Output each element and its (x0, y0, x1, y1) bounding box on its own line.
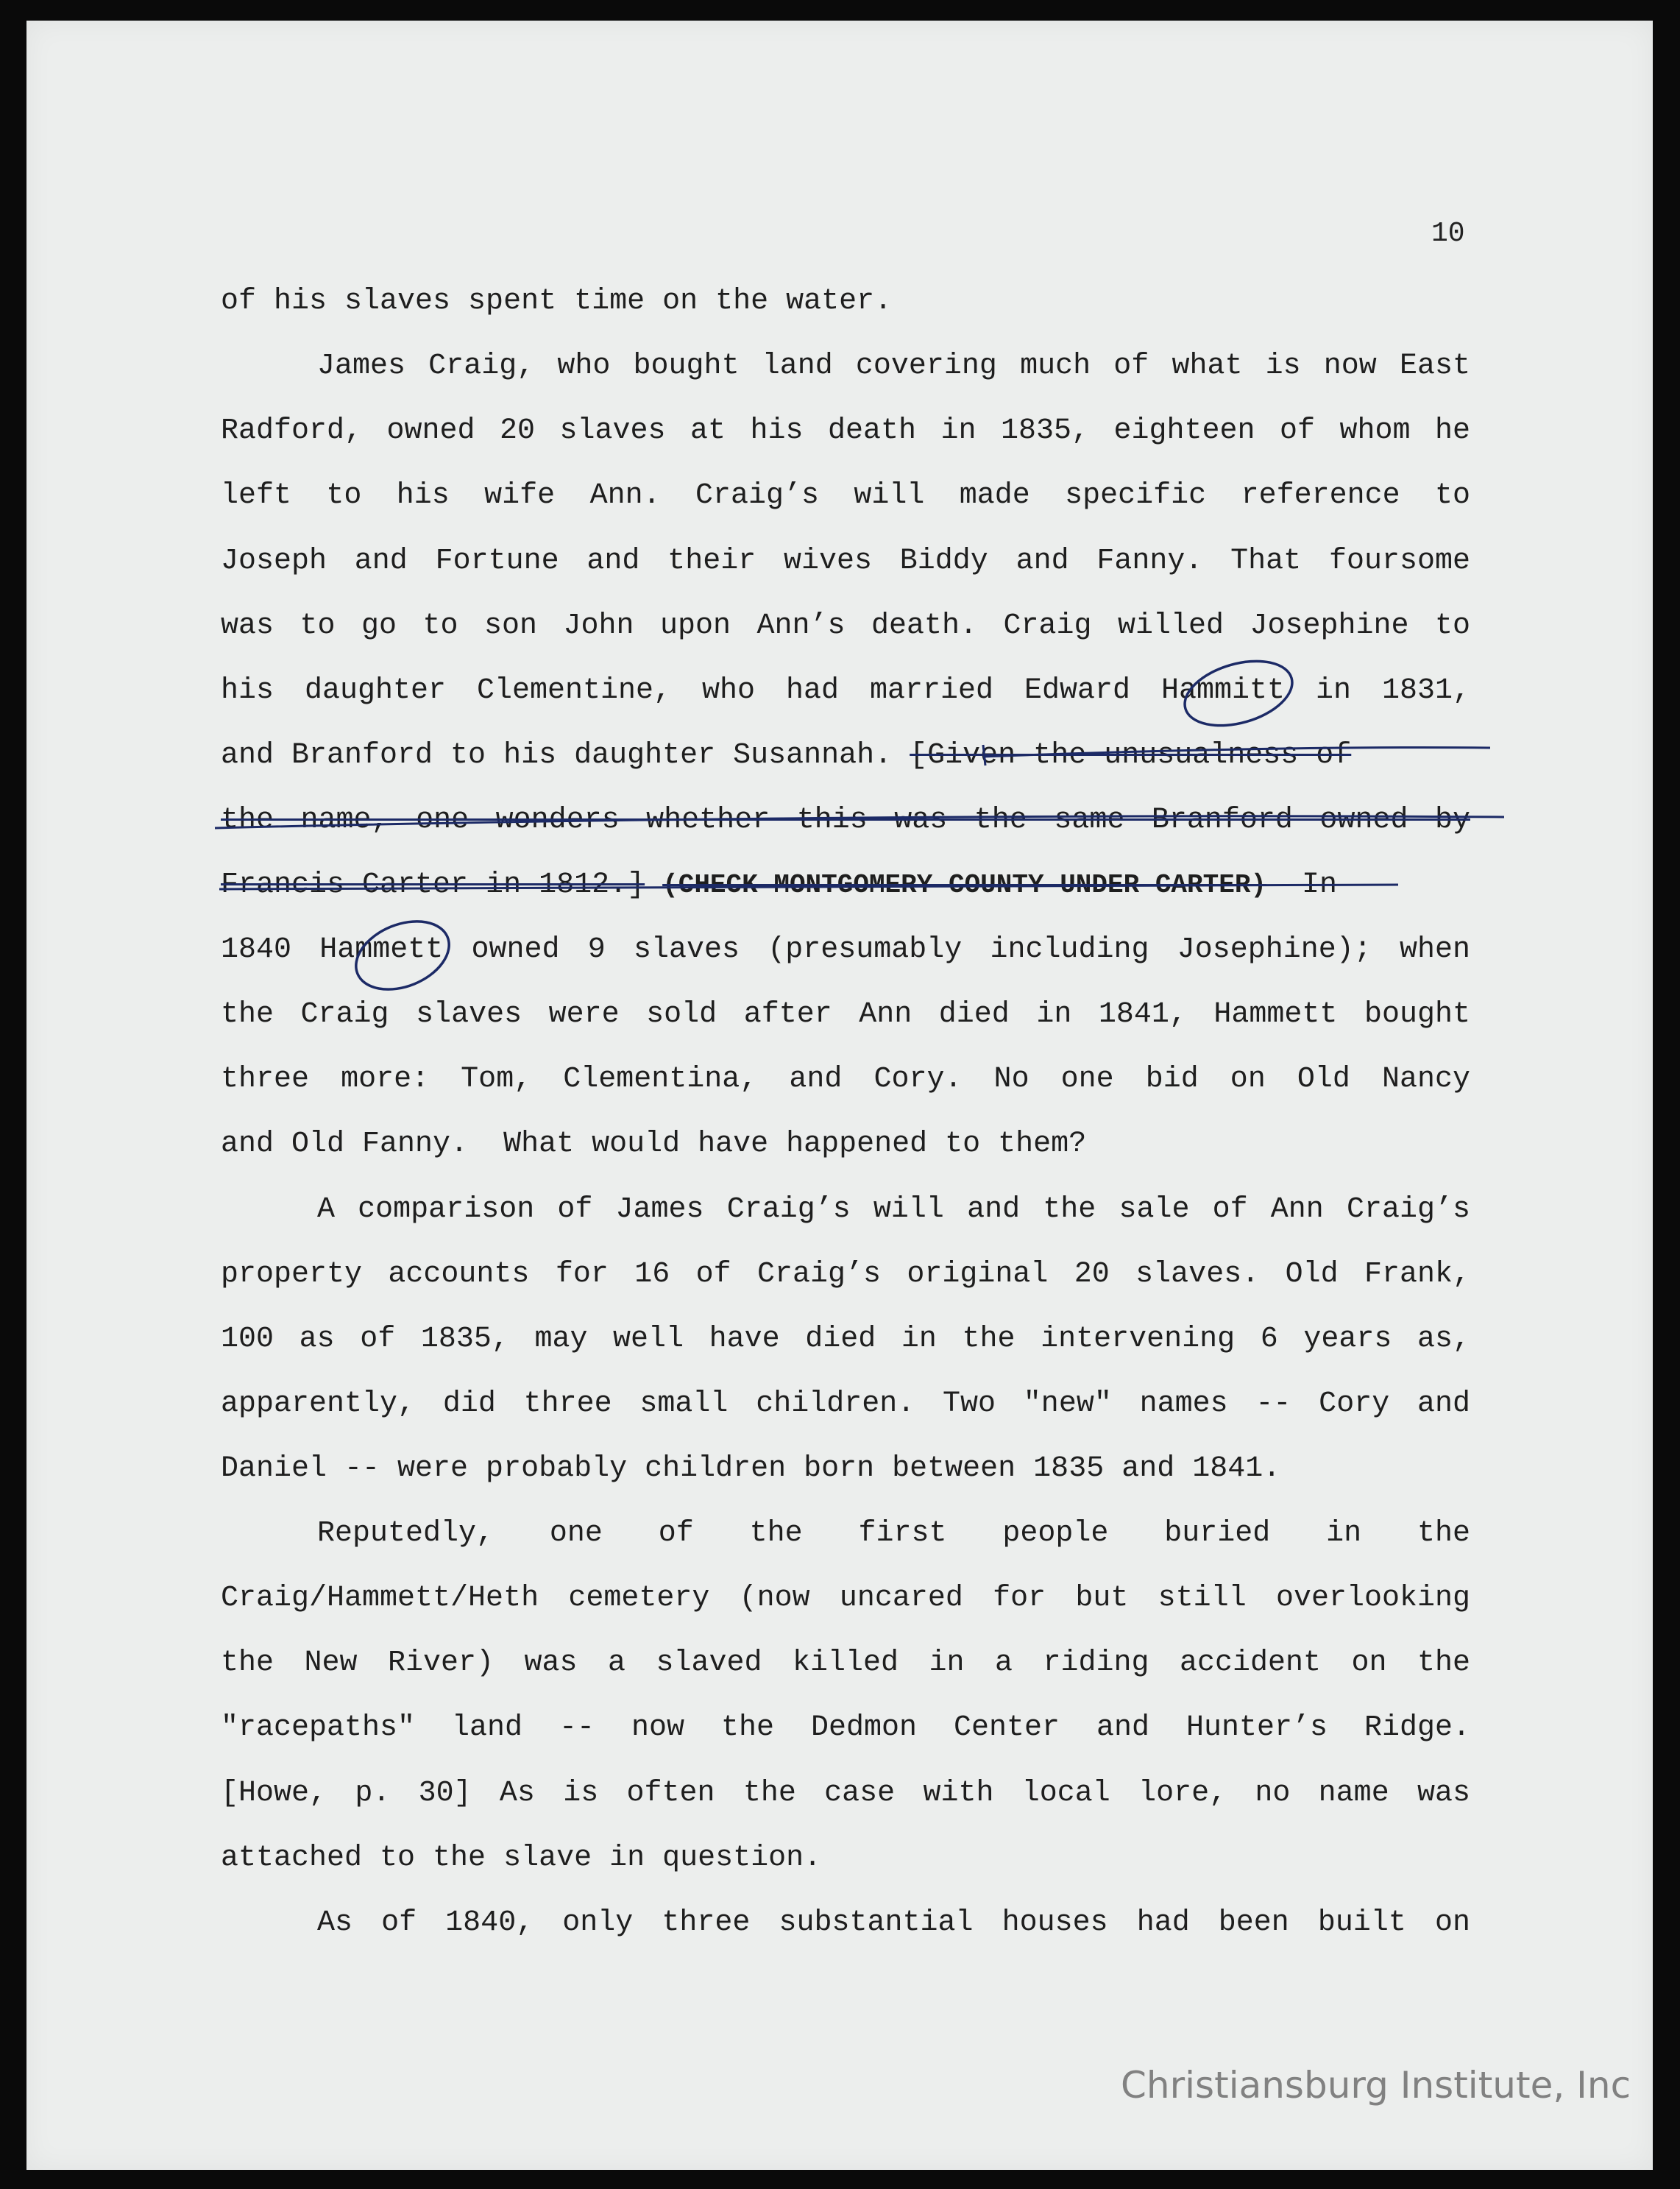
text-line: left to his wife Ann. Craig’s will made specific reference to (221, 479, 1470, 512)
page-number: 10 (1431, 218, 1465, 250)
text-line: and Branford to his daughter Susannah. [Given the unusualness of (221, 739, 1352, 772)
struck-note: (CHECK MONTGOMERY COUNTY UNDER CARTER) (662, 870, 1267, 900)
text-line: [Howe, p. 30] As is often the case with local lore, no name was (221, 1777, 1470, 1810)
text-line: Reputedly, one of the first people buried in the (317, 1517, 1470, 1550)
struck-text-line: the name, one wonders whether this was the same Branford owned by (221, 804, 1470, 837)
struck-text: [Given the unusualness of (910, 739, 1352, 772)
text-line: three more: Tom, Clementina, and Cory. No one bid on Old Nancy (221, 1063, 1470, 1096)
text-line: of his slaves spent time on the water. (221, 285, 893, 318)
text-line: "racepaths" land -- now the Dedmon Center and Hunter’s Ridge. (221, 1711, 1470, 1744)
watermark: Christiansburg Institute, Inc (1121, 2064, 1631, 2107)
text-line: As of 1840, only three substantial houses had been built on (317, 1906, 1470, 1939)
text-line: James Craig, who bought land covering much of what is now East (317, 350, 1470, 383)
text-line: A comparison of James Craig’s will and the sale of Ann Craig’s (317, 1193, 1470, 1226)
text-line: Craig/Hammett/Heth cemetery (now uncared for but still overlooking (221, 1582, 1470, 1615)
text-line: Joseph and Fortune and their wives Biddy and Fanny. That foursome (221, 545, 1470, 578)
text-line: and Old Fanny. What would have happened to them? (221, 1128, 1087, 1161)
text-line: was to go to son John upon Ann’s death. Craig willed Josephine to (221, 609, 1470, 643)
text-line: Daniel -- were probably children born between 1835 and 1841. (221, 1452, 1281, 1485)
text-line: attached to the slave in question. (221, 1842, 822, 1875)
text-line: 1840 Hammett owned 9 slaves (presumably including Josephine); when (221, 933, 1470, 966)
text-line: the Craig slaves were sold after Ann died in 1841, Hammett bought (221, 998, 1470, 1031)
text-line: apparently, did three small children. Two "new" names -- Cory and (221, 1387, 1470, 1421)
text-line: his daughter Clementine, who had married Edward Hammitt in 1831, (221, 674, 1470, 707)
text-line: property accounts for 16 of Craig’s original 20 slaves. Old Frank, (221, 1258, 1470, 1291)
text-line: the New River) was a slaved killed in a riding accident on the (221, 1647, 1470, 1680)
text-line: Radford, owned 20 slaves at his death in 1835, eighteen of whom he (221, 414, 1470, 448)
text-line: 100 as of 1835, may well have died in the intervening 6 years as, (221, 1323, 1470, 1356)
text-line: Francis Carter in 1812.] (CHECK MONTGOMERY COUNTY UNDER CARTER) In (221, 869, 1338, 902)
struck-text: Francis Carter in 1812.] (221, 869, 645, 902)
